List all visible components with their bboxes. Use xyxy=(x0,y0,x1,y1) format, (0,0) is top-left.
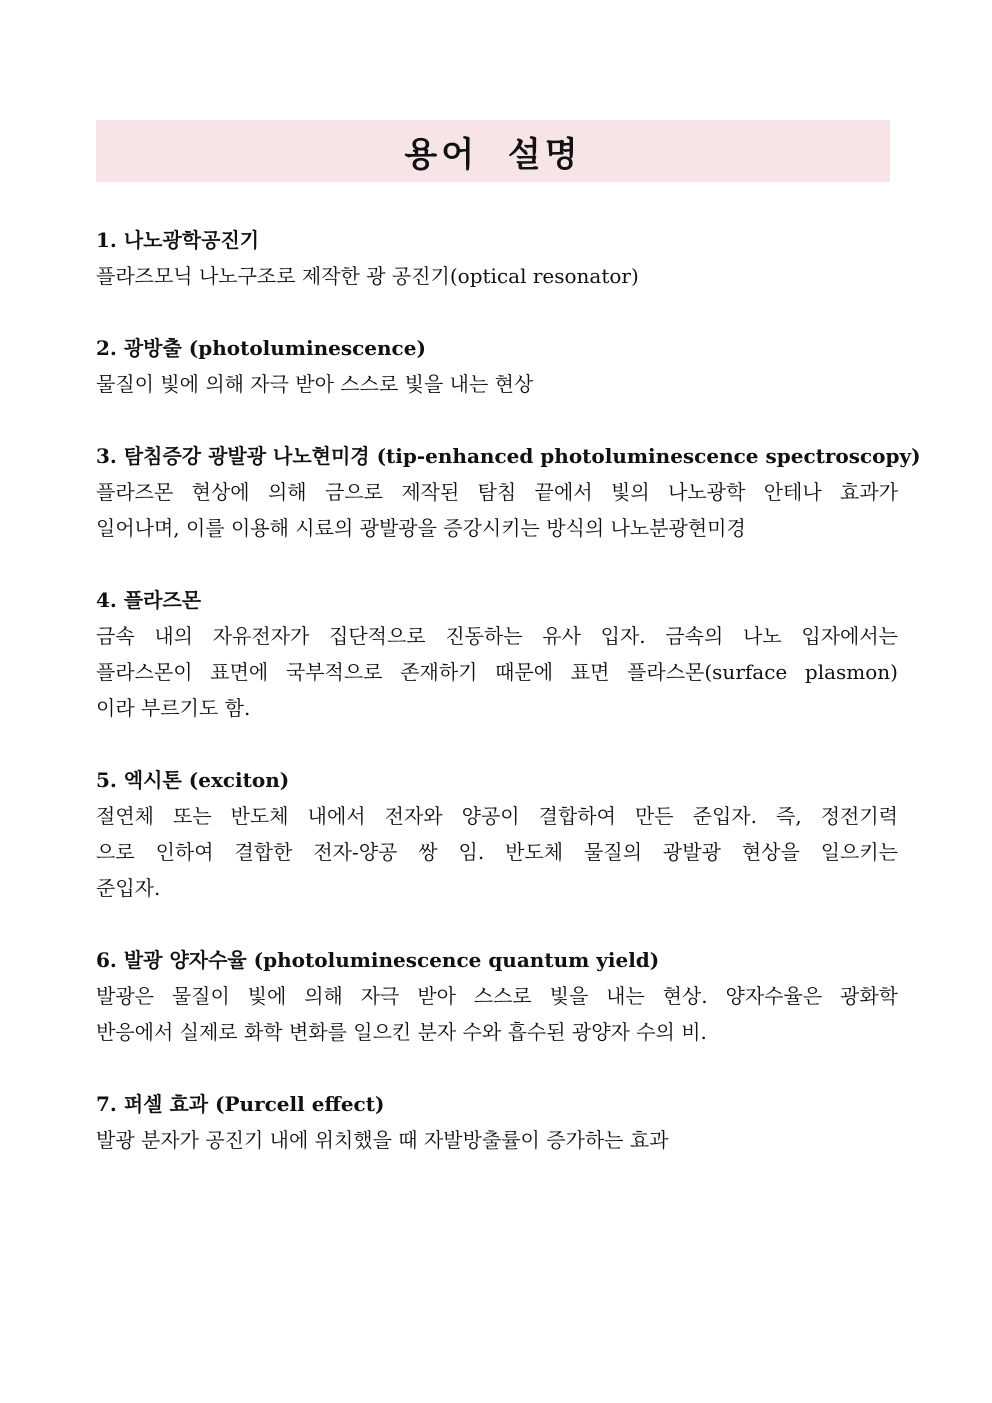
description-line: 일어나며, 이를 이용해 시료의 광발광을 증강시키는 방식의 나노분광현미경 xyxy=(96,516,746,540)
term-description xyxy=(96,798,898,906)
term-item xyxy=(96,942,898,1050)
description-line: 물질이 빛에 의해 자극 받아 스스로 빛을 내는 현상 xyxy=(96,372,534,396)
term-description xyxy=(96,978,898,1050)
description-line: 플라스몬이 표면에 국부적으로 존재하기 때문에 표면 플라스몬(surface plasmon) xyxy=(96,660,898,684)
term-description xyxy=(96,258,898,294)
term-heading: 6. 발광 양자수율 (photoluminescence quantum yield) xyxy=(96,948,660,972)
term-description xyxy=(96,366,898,402)
description-line: 준입자. xyxy=(96,876,161,900)
description-line: 발광은 물질이 빛에 의해 자극 받아 스스로 빛을 내는 현상. 양자수율은 광화학 xyxy=(96,984,898,1008)
term-heading: 2. 광방출 (photoluminescence) xyxy=(96,336,426,360)
term-item xyxy=(96,1086,898,1158)
page-title: 용어 설명 xyxy=(404,134,582,175)
description-line: 플라즈몬 현상에 의해 금으로 제작된 탐침 끝에서 빛의 나노광학 안테나 효과가 xyxy=(96,480,898,504)
description-line: 금속 내의 자유전자가 집단적으로 진동하는 유사 입자. 금속의 나노 입자에서는 xyxy=(96,624,898,648)
term-heading: 4. 플라즈몬 xyxy=(96,588,202,612)
term-item xyxy=(96,762,898,906)
term-heading: 1. 나노광학공진기 xyxy=(96,228,260,252)
title-banner xyxy=(96,120,890,182)
term-description xyxy=(96,474,898,546)
description-line: 절연체 또는 반도체 내에서 전자와 양공이 결합하여 만든 준입자. 즉, 정전기력 xyxy=(96,804,898,828)
term-item xyxy=(96,582,898,726)
description-line: 이라 부르기도 함. xyxy=(96,696,251,720)
description-line: 으로 인하여 결합한 전자-양공 쌍 임. 반도체 물질의 광발광 현상을 일으키는 xyxy=(96,840,898,864)
glossary-content xyxy=(96,222,921,1194)
term-heading: 7. 퍼셀 효과 (Purcell effect) xyxy=(96,1092,385,1116)
description-line: 반응에서 실제로 화학 변화를 일으킨 분자 수와 흡수된 광양자 수의 비. xyxy=(96,1020,707,1044)
term-item xyxy=(96,330,898,402)
term-heading: 5. 엑시톤 (exciton) xyxy=(96,768,290,792)
term-description xyxy=(96,618,898,726)
description-line: 발광 분자가 공진기 내에 위치했을 때 자발방출률이 증가하는 효과 xyxy=(96,1128,669,1152)
term-description xyxy=(96,1122,898,1158)
description-line: 플라즈모닉 나노구조로 제작한 광 공진기(optical resonator) xyxy=(96,264,639,288)
term-heading: 3. 탐침증강 광발광 나노현미경 (tip-enhanced photoluminescence spectroscopy) xyxy=(96,444,921,468)
term-item xyxy=(96,438,921,546)
term-item xyxy=(96,222,898,294)
